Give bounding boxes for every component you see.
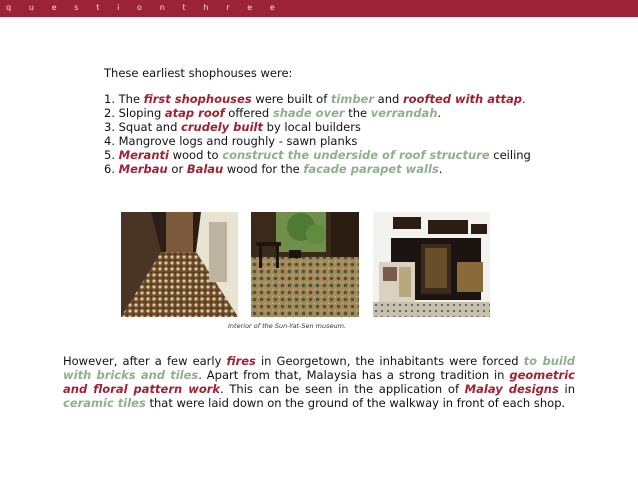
emphasis-red: roofted with attap [402,92,522,106]
facade-photo [373,212,490,317]
text-run: . [522,92,526,106]
list-item [104,92,531,106]
intro-heading: These earliest shophouses were: [104,66,293,80]
text-run: in Georgetown, the inhabitants were forced [255,354,524,368]
body-paragraph [63,354,575,410]
emphasis-red: fires [226,354,256,368]
shophouse-feature-list [104,92,531,176]
header-bar [0,0,638,17]
text-run: 3. Squat and [104,120,182,134]
list-item [104,148,531,162]
text-run: . [437,106,442,120]
emphasis-red: Merbau [118,162,168,176]
list-item [104,120,531,134]
text-run: offered [224,106,273,120]
courtyard-photo [251,212,359,317]
text-run: ceiling [489,148,531,162]
text-run: by local builders [262,120,361,134]
photo-caption: Interior of the Sun-Yat-Sen museum. [228,322,346,330]
list-item [104,106,531,120]
emphasis-green: ceramic tiles [63,396,146,410]
emphasis-red: crudely built [181,120,263,134]
text-run: in [558,382,575,396]
section-label: q u e s t i o n t h r e e [6,3,283,12]
emphasis-red: atap roof [164,106,225,120]
emphasis-green: to build with bricks and tiles [63,354,576,382]
text-run: wood to [168,148,223,162]
corridor-photo [121,212,238,317]
text-run: the [344,106,371,120]
text-run: that were laid down on the ground of the walkway in front of each shop. [145,396,566,410]
emphasis-red: geometric and floral pattern work [63,368,575,396]
text-run: wood for the [223,162,304,176]
text-run: and [374,92,403,106]
emphasis-red: Balau [186,162,224,176]
emphasis-red: Meranti [118,148,169,162]
text-run: . Apart from that, Malaysia has a strong tradition in [198,368,510,382]
text-run: 4. Mangrove logs and roughly - sawn planks [104,134,358,148]
emphasis-red: Malay designs [464,382,559,396]
list-item [104,162,531,176]
text-run: 5. [104,148,119,162]
emphasis-green: shade over [272,106,345,120]
text-run: However, after a few early [63,354,227,368]
text-run: . [438,162,443,176]
text-run: . This can be seen in the application of [220,382,465,396]
emphasis-green: verrandah [370,106,438,120]
emphasis-green: construct the underside of roof structure [222,148,490,162]
list-item [104,134,531,148]
emphasis-red: first shophouses [143,92,252,106]
emphasis-green: facade parapet walls [303,162,439,176]
text-run: 2. Sloping [104,106,165,120]
text-run: 6. [104,162,119,176]
text-run: or [167,162,187,176]
text-run: were built of [251,92,331,106]
text-run: 1. The [104,92,144,106]
emphasis-green: timber [330,92,375,106]
